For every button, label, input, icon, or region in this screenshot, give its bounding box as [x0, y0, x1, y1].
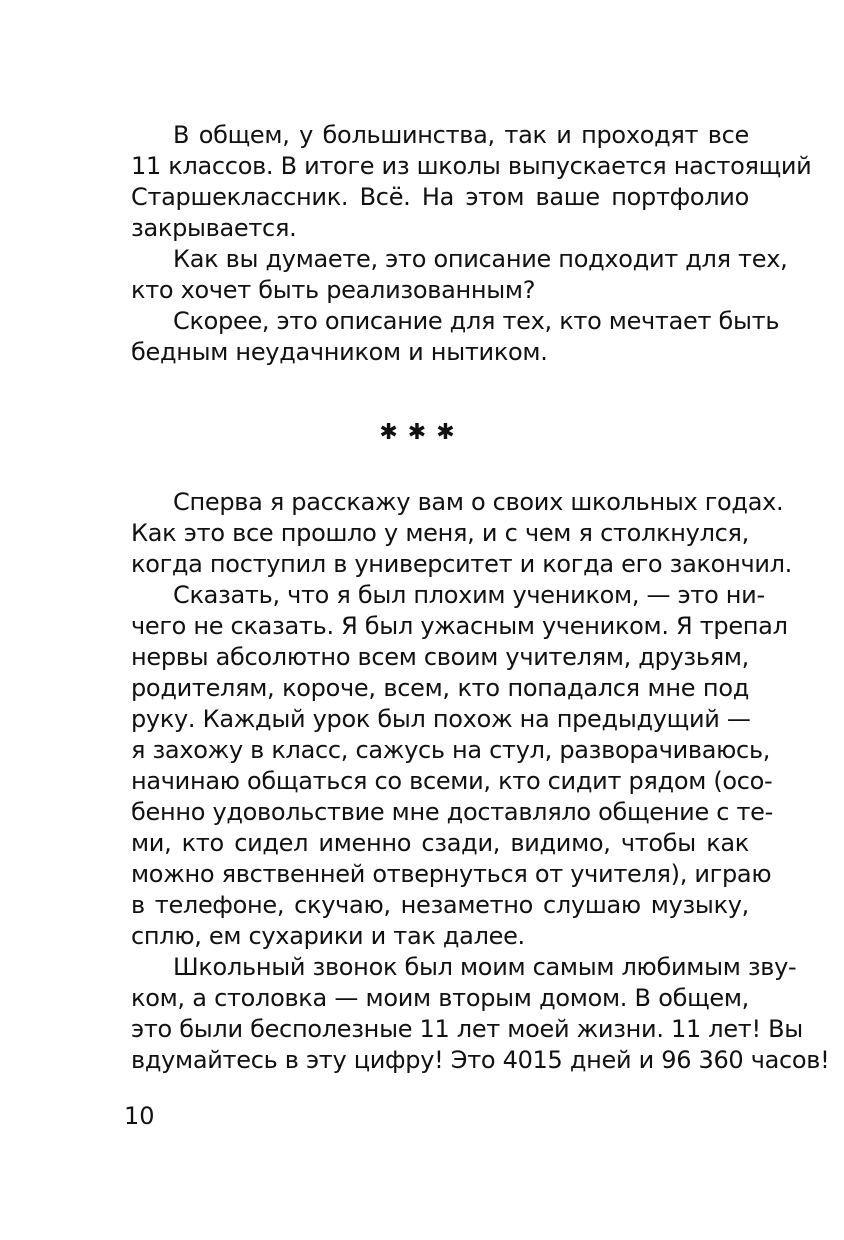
text-line: бедным неудачником и нытиком.	[131, 338, 548, 366]
text-section-1	[131, 120, 812, 368]
text-line: 11 классов. В итоге из школы выпускается настоящий	[131, 152, 812, 180]
text-line: вдумайтесь в эту цифру! Это 4015 дней и 96 360 часов!	[131, 1046, 830, 1074]
text-line: родителям, короче, всем, кто попадался мне под	[131, 674, 749, 702]
text-line: в телефоне, скучаю, незаметно слушаю музыку,	[131, 891, 749, 919]
text-line: нервы абсолютно всем своим учителям, друзьям,	[131, 643, 750, 671]
text-line: сплю, ем сухарики и так далее.	[131, 922, 525, 950]
text-line: это были бесполезные 11 лет моей жизни. 11 лет! Вы	[131, 1015, 803, 1043]
page-number: 10	[124, 1102, 155, 1130]
text-line: Школьный звонок был моим самым любимым зву-	[173, 953, 797, 981]
section-separator: ✱✱✱	[379, 420, 465, 445]
text-line: чего не сказать. Я был ужасным учеником. Я трепал	[131, 612, 788, 640]
text-line: ком, а столовка — моим вторым домом. В общем,	[131, 984, 749, 1012]
text-line: Как вы думаете, это описание подходит для тех,	[173, 245, 788, 273]
text-line: ми, кто сидел именно сзади, видимо, чтобы как	[131, 829, 749, 857]
text-line: я захожу в класс, сажусь на стул, разворачиваюсь,	[131, 736, 771, 764]
text-line: можно явственней отвернуться от учителя), играю	[131, 860, 772, 888]
text-line: Сказать, что я был плохим учеником, — это ни-	[173, 581, 765, 609]
text-line: закрывается.	[131, 214, 297, 242]
text-section-2	[131, 487, 830, 1076]
text-line: бенно удовольствие мне доставляло общение с те-	[131, 798, 773, 826]
text-line: кто хочет быть реализованным?	[131, 276, 536, 304]
text-line: Старшеклассник. Всё. На этом ваше портфолио	[131, 183, 749, 211]
text-line: Скорее, это описание для тех, кто мечтает быть	[173, 307, 780, 335]
text-line: начинаю общаться со всеми, кто сидит рядом (осо-	[131, 767, 773, 795]
text-line: Как это все прошло у меня, и с чем я столкнулся,	[131, 519, 749, 547]
text-line: руку. Каждый урок был похож на предыдущий —	[131, 705, 751, 733]
text-line: когда поступил в университет и когда его закончил.	[131, 550, 793, 578]
text-line: Сперва я расскажу вам о своих школьных годах.	[173, 488, 784, 516]
text-line: В общем, у большинства, так и проходят все	[173, 121, 749, 149]
